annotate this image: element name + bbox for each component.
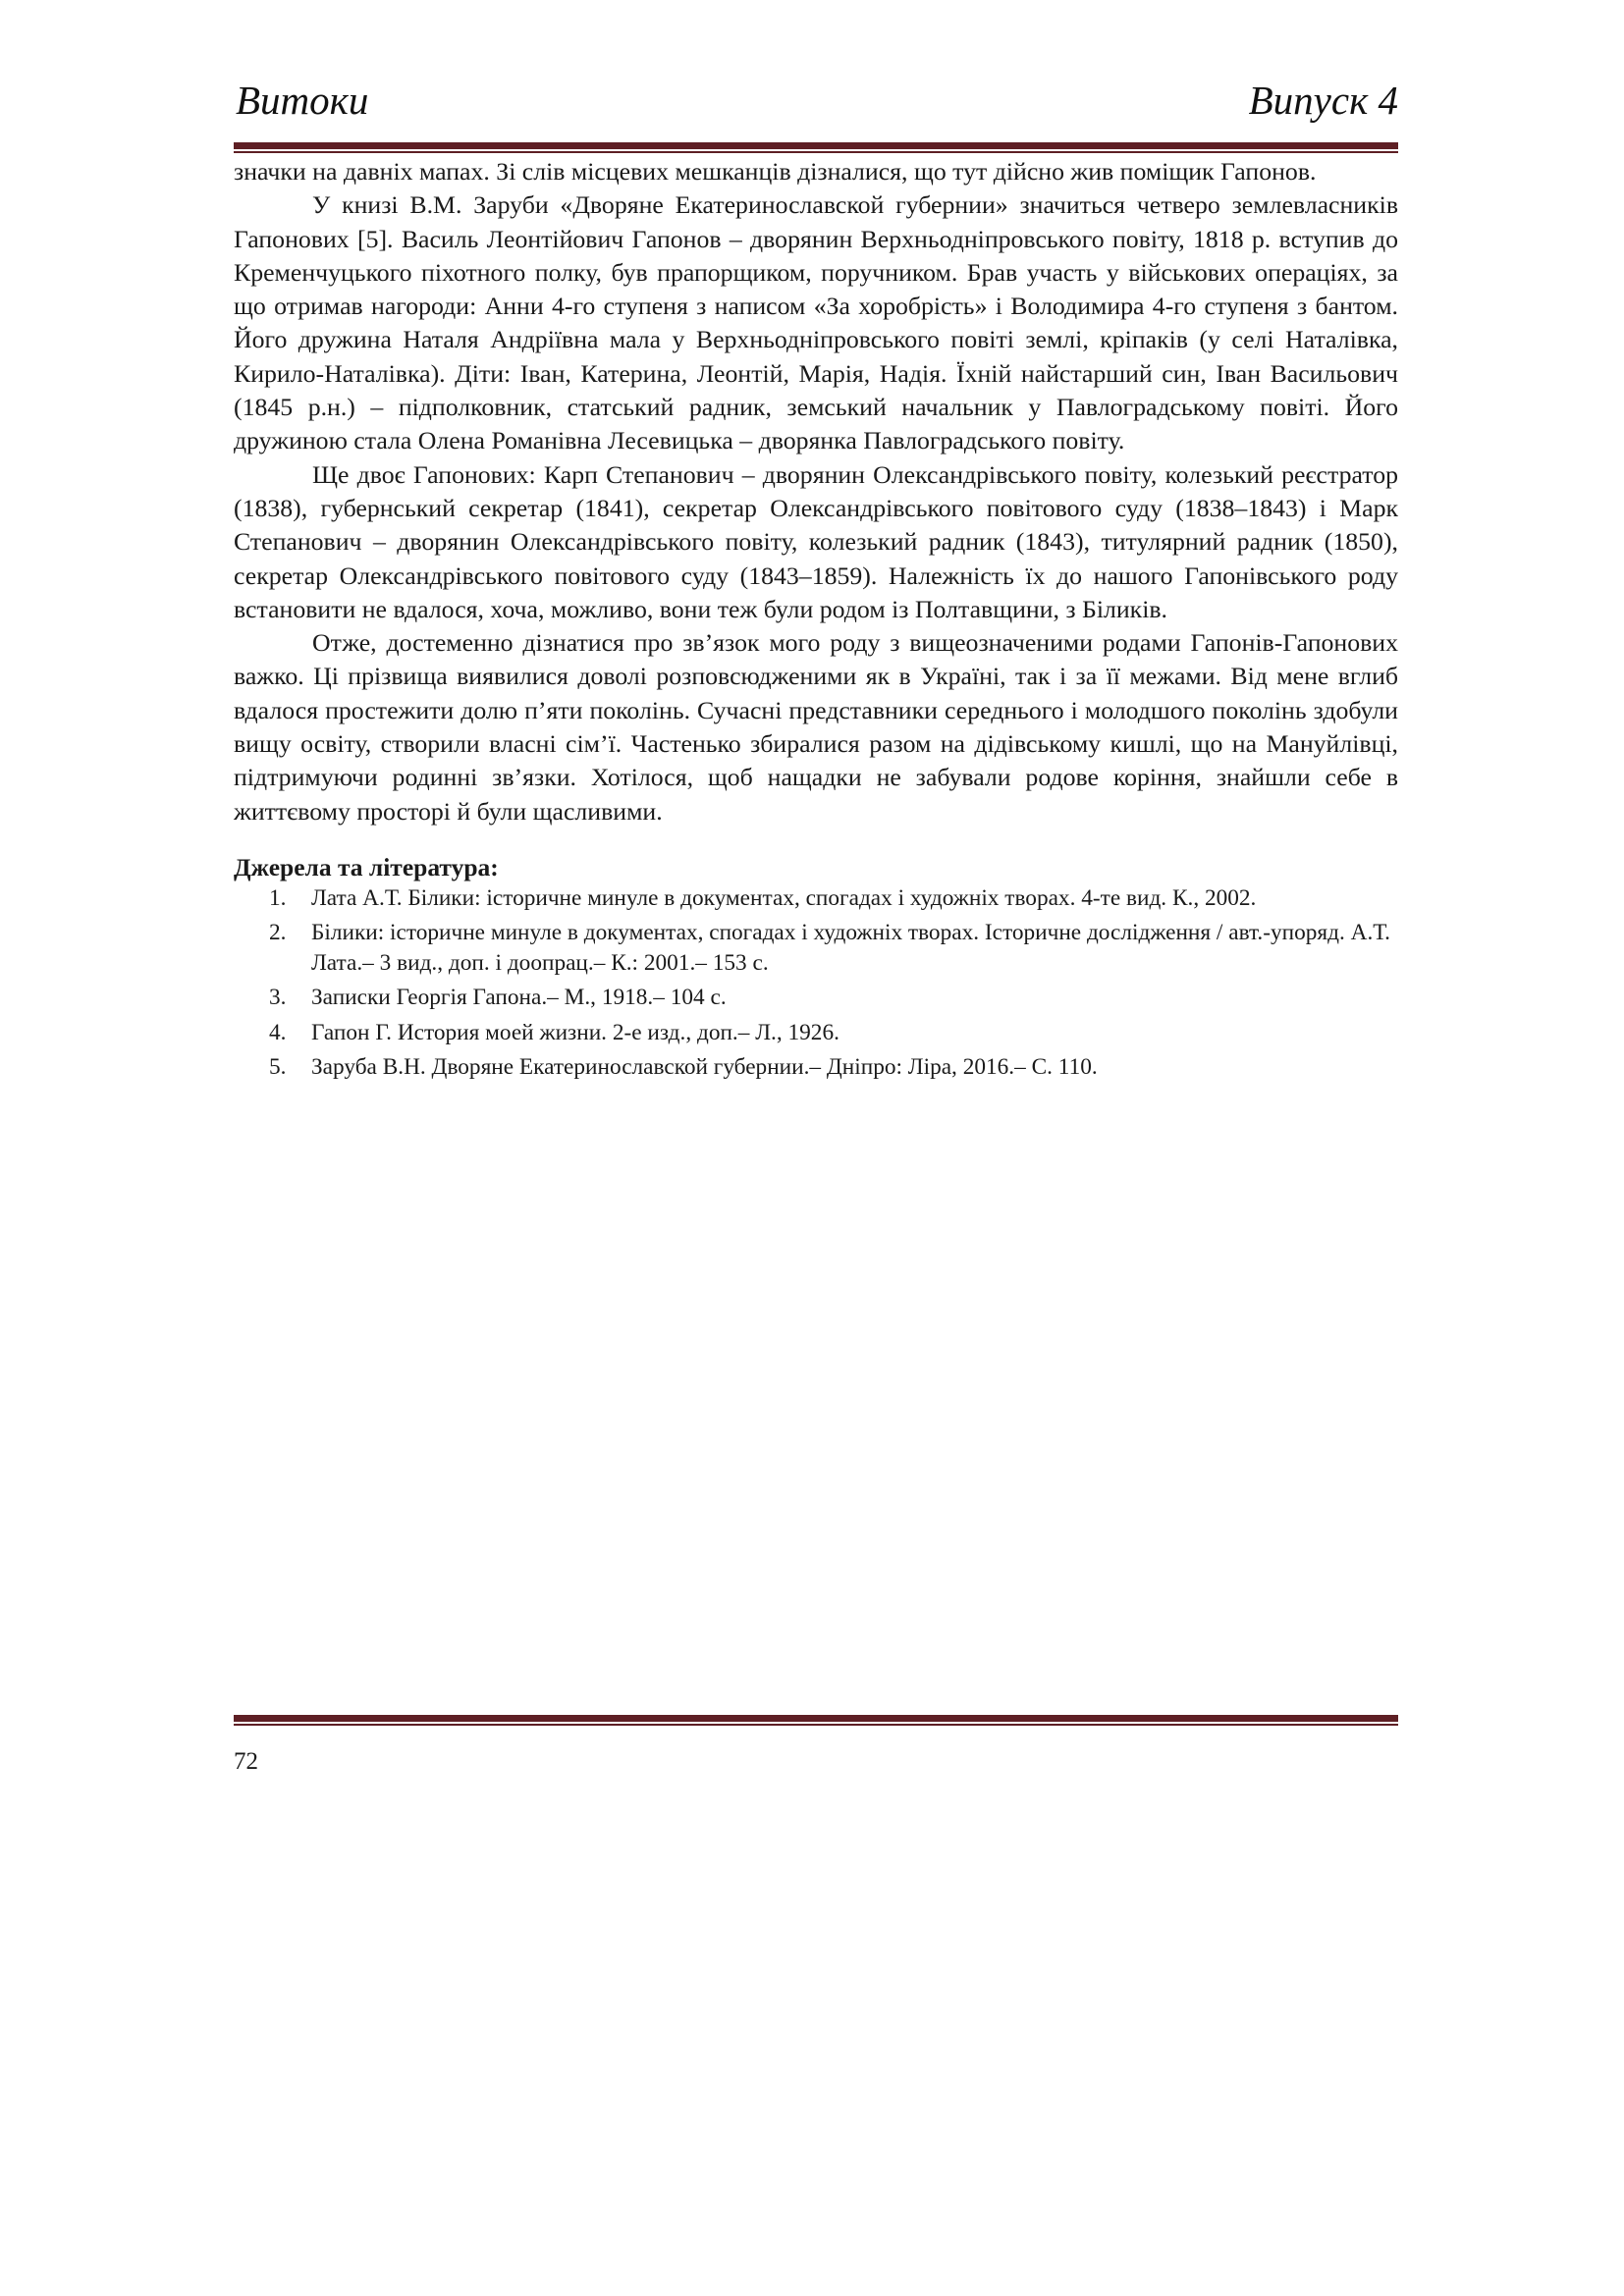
paragraph: Ще двоє Гапонових: Карп Степанович – дворянин Олександрівського повіту, колезький реєстратор (1838), губернський секретар (1841), секретар Олександрівського повітового суду (1838–1843) і Марк Степанович – дворянин Олександрівського повіту, колезький радник (1843), титулярний радник (1850), секретар Олександрівського повітового суду (1843–1859). Належність їх до нашого Гапонівського роду встановити не вдалося, хоча, можливо, вони теж були родом із Полтавщини, з Біликів. <box>234 459 1398 623</box>
source-number: 2. <box>269 920 287 946</box>
source-item <box>234 918 1398 978</box>
running-header <box>234 71 1398 130</box>
page-number: 72 <box>234 1748 258 1775</box>
source-item <box>234 883 1398 914</box>
article-body <box>234 155 1398 1088</box>
journal-title: Витоки <box>236 78 369 123</box>
header-divider <box>234 142 1398 153</box>
footer-divider <box>234 1715 1398 1726</box>
source-text: Записки Георгія Гапона.– М., 1918.– 104 с. <box>311 985 727 1011</box>
paragraph: У книзі В.М. Заруби «Дворяне Екатеринославской губернии» значиться четверо землевласників Гапонових [5]. Василь Леонтійович Гапонов – дворянин Верхньодніпровського повіту, 1818 р. вступив до Кременчуцького піхотного полку, був прапорщиком, поручником. Брав участь у військових операціях, за що отримав нагороди: Анни 4-го ступеня з написом «За хоробрість» і Володимира 4-го ступеня з бантом. Його дружина Наталя Андріївна мала у Верхньодніпровського повіті землі, кріпаків (у селі Наталівка, Кирило-Наталівка). Діти: Іван, Катерина, Леонтій, Марія, Надія. Їхній найстарший син, Іван Васильович (1845 р.н.) – підполковник, статський радник, земський начальник у Павлоградському повіті. Його дружиною стала Олена Романівна Лесевицька – дворянка Павлоградського повіту. <box>234 190 1398 455</box>
source-item <box>234 1052 1398 1083</box>
sources-list <box>234 883 1398 1083</box>
source-text: Білики: історичне минуле в документах, спогадах і художніх творах. Історичне дослідження / авт.-упоряд. А.Т. Лата.– 3 вид., доп. і доопрац.– К.: 2001.– 153 с. <box>311 920 1391 976</box>
paragraph: Отже, достеменно дізнатися про зв’язок мого роду з вищеозначеними родами Гапонів-Гапонових важко. Ці прізвища виявилися доволі розповсюдженими як в Україні, так і за її межами. Від мене вглиб вдалося простежити долю п’яти поколінь. Сучасні представники середнього і молодшого поколінь здобули вищу освіту, створили власні сім’ї. Частенько збиралися разом на дідівському кишлі, що на Мануйлівці, підтримуючи родинні зв’язки. Хотілося, щоб нащадки не забували родове коріння, знайшли себе в життєвому просторі й були щасливими. <box>234 628 1398 826</box>
sources-heading: Джерела та література: <box>234 852 499 881</box>
source-number: 1. <box>269 884 287 911</box>
source-text: Лата А.Т. Білики: історичне минуле в документах, спогадах і художніх творах. 4-те вид. К., 2002. <box>311 884 1257 911</box>
issue-label: Випуск 4 <box>1248 78 1398 123</box>
source-number: 4. <box>269 1019 287 1045</box>
source-text: Заруба В.Н. Дворяне Екатеринославской губернии.– Дніпро: Ліра, 2016.– С. 110. <box>311 1054 1098 1081</box>
source-text: Гапон Г. История моей жизни. 2-е изд., доп.– Л., 1926. <box>311 1019 839 1045</box>
paragraph-continuation: значки на давніх мапах. Зі слів місцевих мешканців дізналися, що тут дійсно жив поміщик Гапонов. <box>234 157 1317 186</box>
source-number: 3. <box>269 985 287 1011</box>
source-item <box>234 983 1398 1013</box>
source-number: 5. <box>269 1054 287 1081</box>
source-item <box>234 1018 1398 1048</box>
